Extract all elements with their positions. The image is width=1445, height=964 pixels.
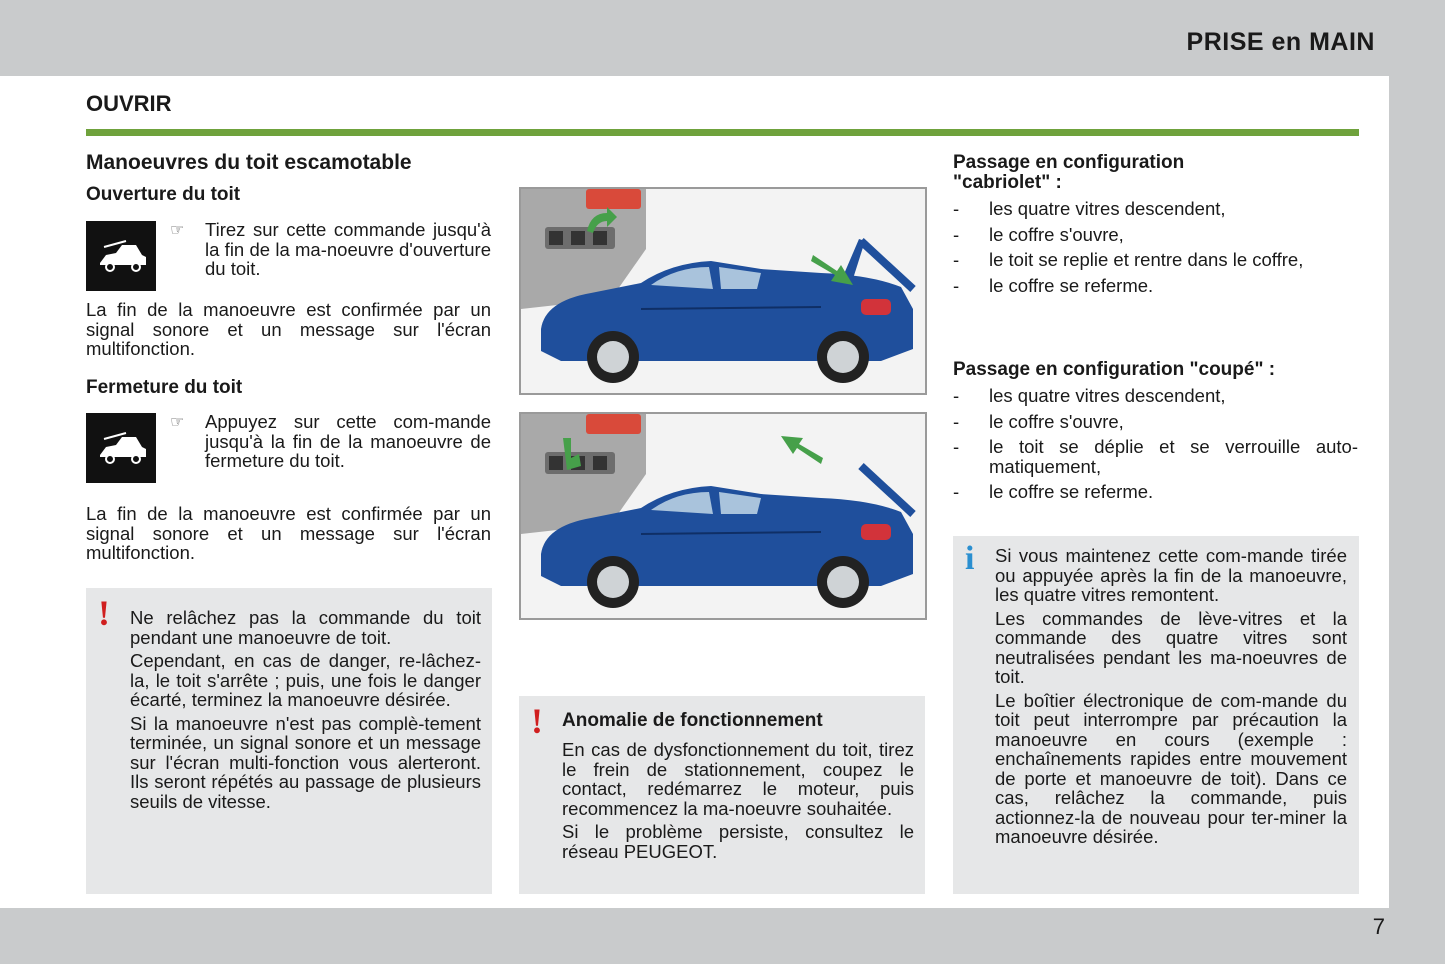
anomaly-title: Anomalie de fonctionnement — [562, 710, 823, 731]
opening-instruction: Tirez sur cette commande jusqu'à la fin de la ma-noeuvre d'ouverture du toit. — [205, 219, 491, 279]
warning-paragraph: Cependant, en cas de danger, re-lâchez-la, le toit s'arrête ; puis, une fois le danger écarté, terminez la manoeuvre désirée. — [130, 650, 481, 710]
figure-roof-closing — [519, 412, 927, 620]
closing-instruction: Appuyez sur cette com-mande jusqu'à la fin de la manoeuvre de fermeture du toit. — [205, 411, 491, 471]
info-paragraph: Les commandes de lève-vitres et la commande des quatre vitres sont neutralisées pendant les ma-noeuvres de toit. — [995, 607, 1347, 687]
chapter-title: PRISE en MAIN — [1186, 28, 1375, 56]
roof-close-switch-icon — [86, 413, 156, 483]
hand-pointer-icon: ☞ — [170, 414, 185, 431]
cabriolet-heading-line: Passage en configuration — [953, 152, 1185, 173]
figure-roof-opening — [519, 187, 927, 395]
list-item: - les quatre vitres descendent, — [953, 385, 1226, 406]
coupe-heading: Passage en configuration "coupé" : — [953, 359, 1276, 380]
closing-heading: Fermeture du toit — [86, 377, 243, 398]
warning-icon: ! — [98, 593, 110, 633]
cabriolet-steps-list — [953, 199, 1358, 301]
anomaly-paragraph: En cas de dysfonctionnement du toit, tirez le frein de stationnement, coupez le contact, redémarrez le moteur, puis recommencez la ma-noeuvre souhaitée. — [562, 739, 914, 819]
info-paragraph: Le boîtier électronique de com-mande du toit peut interrompre par précaution la manoeuvre en cours (exemple : enchaînements rapides entre mouvement de porte et manoeuvre de toit). Dans ce cas, relâchez la commande, puis actionnez-la de nouveau pour ter-miner la manoeuvre désirée. — [995, 689, 1347, 847]
list-item: - le coffre se referme. — [953, 481, 1154, 502]
info-box — [953, 536, 1359, 894]
opening-heading: Ouverture du toit — [86, 184, 241, 205]
cabriolet-heading — [953, 153, 1184, 193]
info-paragraph: Si vous maintenez cette com-mande tirée ou appuyée après la fin de la manoeuvre, les quatre vitres remontent. — [995, 545, 1347, 605]
anomaly-paragraph: Si le problème persiste, consultez le réseau PEUGEOT. — [562, 821, 914, 862]
coupe-steps-list — [953, 386, 1358, 508]
roof-warning-box — [86, 588, 492, 894]
roof-open-switch-icon — [86, 221, 156, 291]
page-number: 7 — [1372, 914, 1385, 939]
list-item: - le coffre s'ouvre, — [953, 410, 1124, 432]
anomaly-box — [519, 696, 925, 894]
warning-icon: ! — [531, 701, 543, 741]
warning-paragraph: Si la manoeuvre n'est pas complè-tement terminée, un signal sonore et un message sur l'écran multi-fonction vous alerteront. Ils seront répétés au passage de plusieurs seuils de vitesse. — [130, 712, 481, 812]
list-item: - le coffre se referme. — [953, 274, 1154, 296]
info-icon: i — [965, 540, 975, 577]
main-heading: Manoeuvres du toit escamotable — [86, 151, 412, 174]
section-title: OUVRIR — [86, 91, 172, 116]
list-item: - le toit se replie et rentre dans le coffre, — [953, 249, 1304, 270]
closing-confirmation: La fin de la manoeuvre est confirmée par un signal sonore et un message sur l'écran multifonction. — [86, 503, 491, 563]
list-item: - le coffre s'ouvre, — [953, 223, 1124, 245]
list-item: - le toit se déplie et se verrouille auto-matiquement, — [953, 436, 1358, 477]
opening-confirmation: La fin de la manoeuvre est confirmée par un signal sonore et un message sur l'écran multifonction. — [86, 299, 491, 359]
warning-paragraph: Ne relâchez pas la commande du toit pendant une manoeuvre de toit. — [130, 607, 481, 648]
list-item: - les quatre vitres descendent, — [953, 198, 1226, 219]
hand-pointer-icon: ☞ — [170, 222, 185, 239]
cabriolet-heading-line: "cabriolet" : — [953, 172, 1062, 193]
section-divider — [86, 129, 1359, 136]
